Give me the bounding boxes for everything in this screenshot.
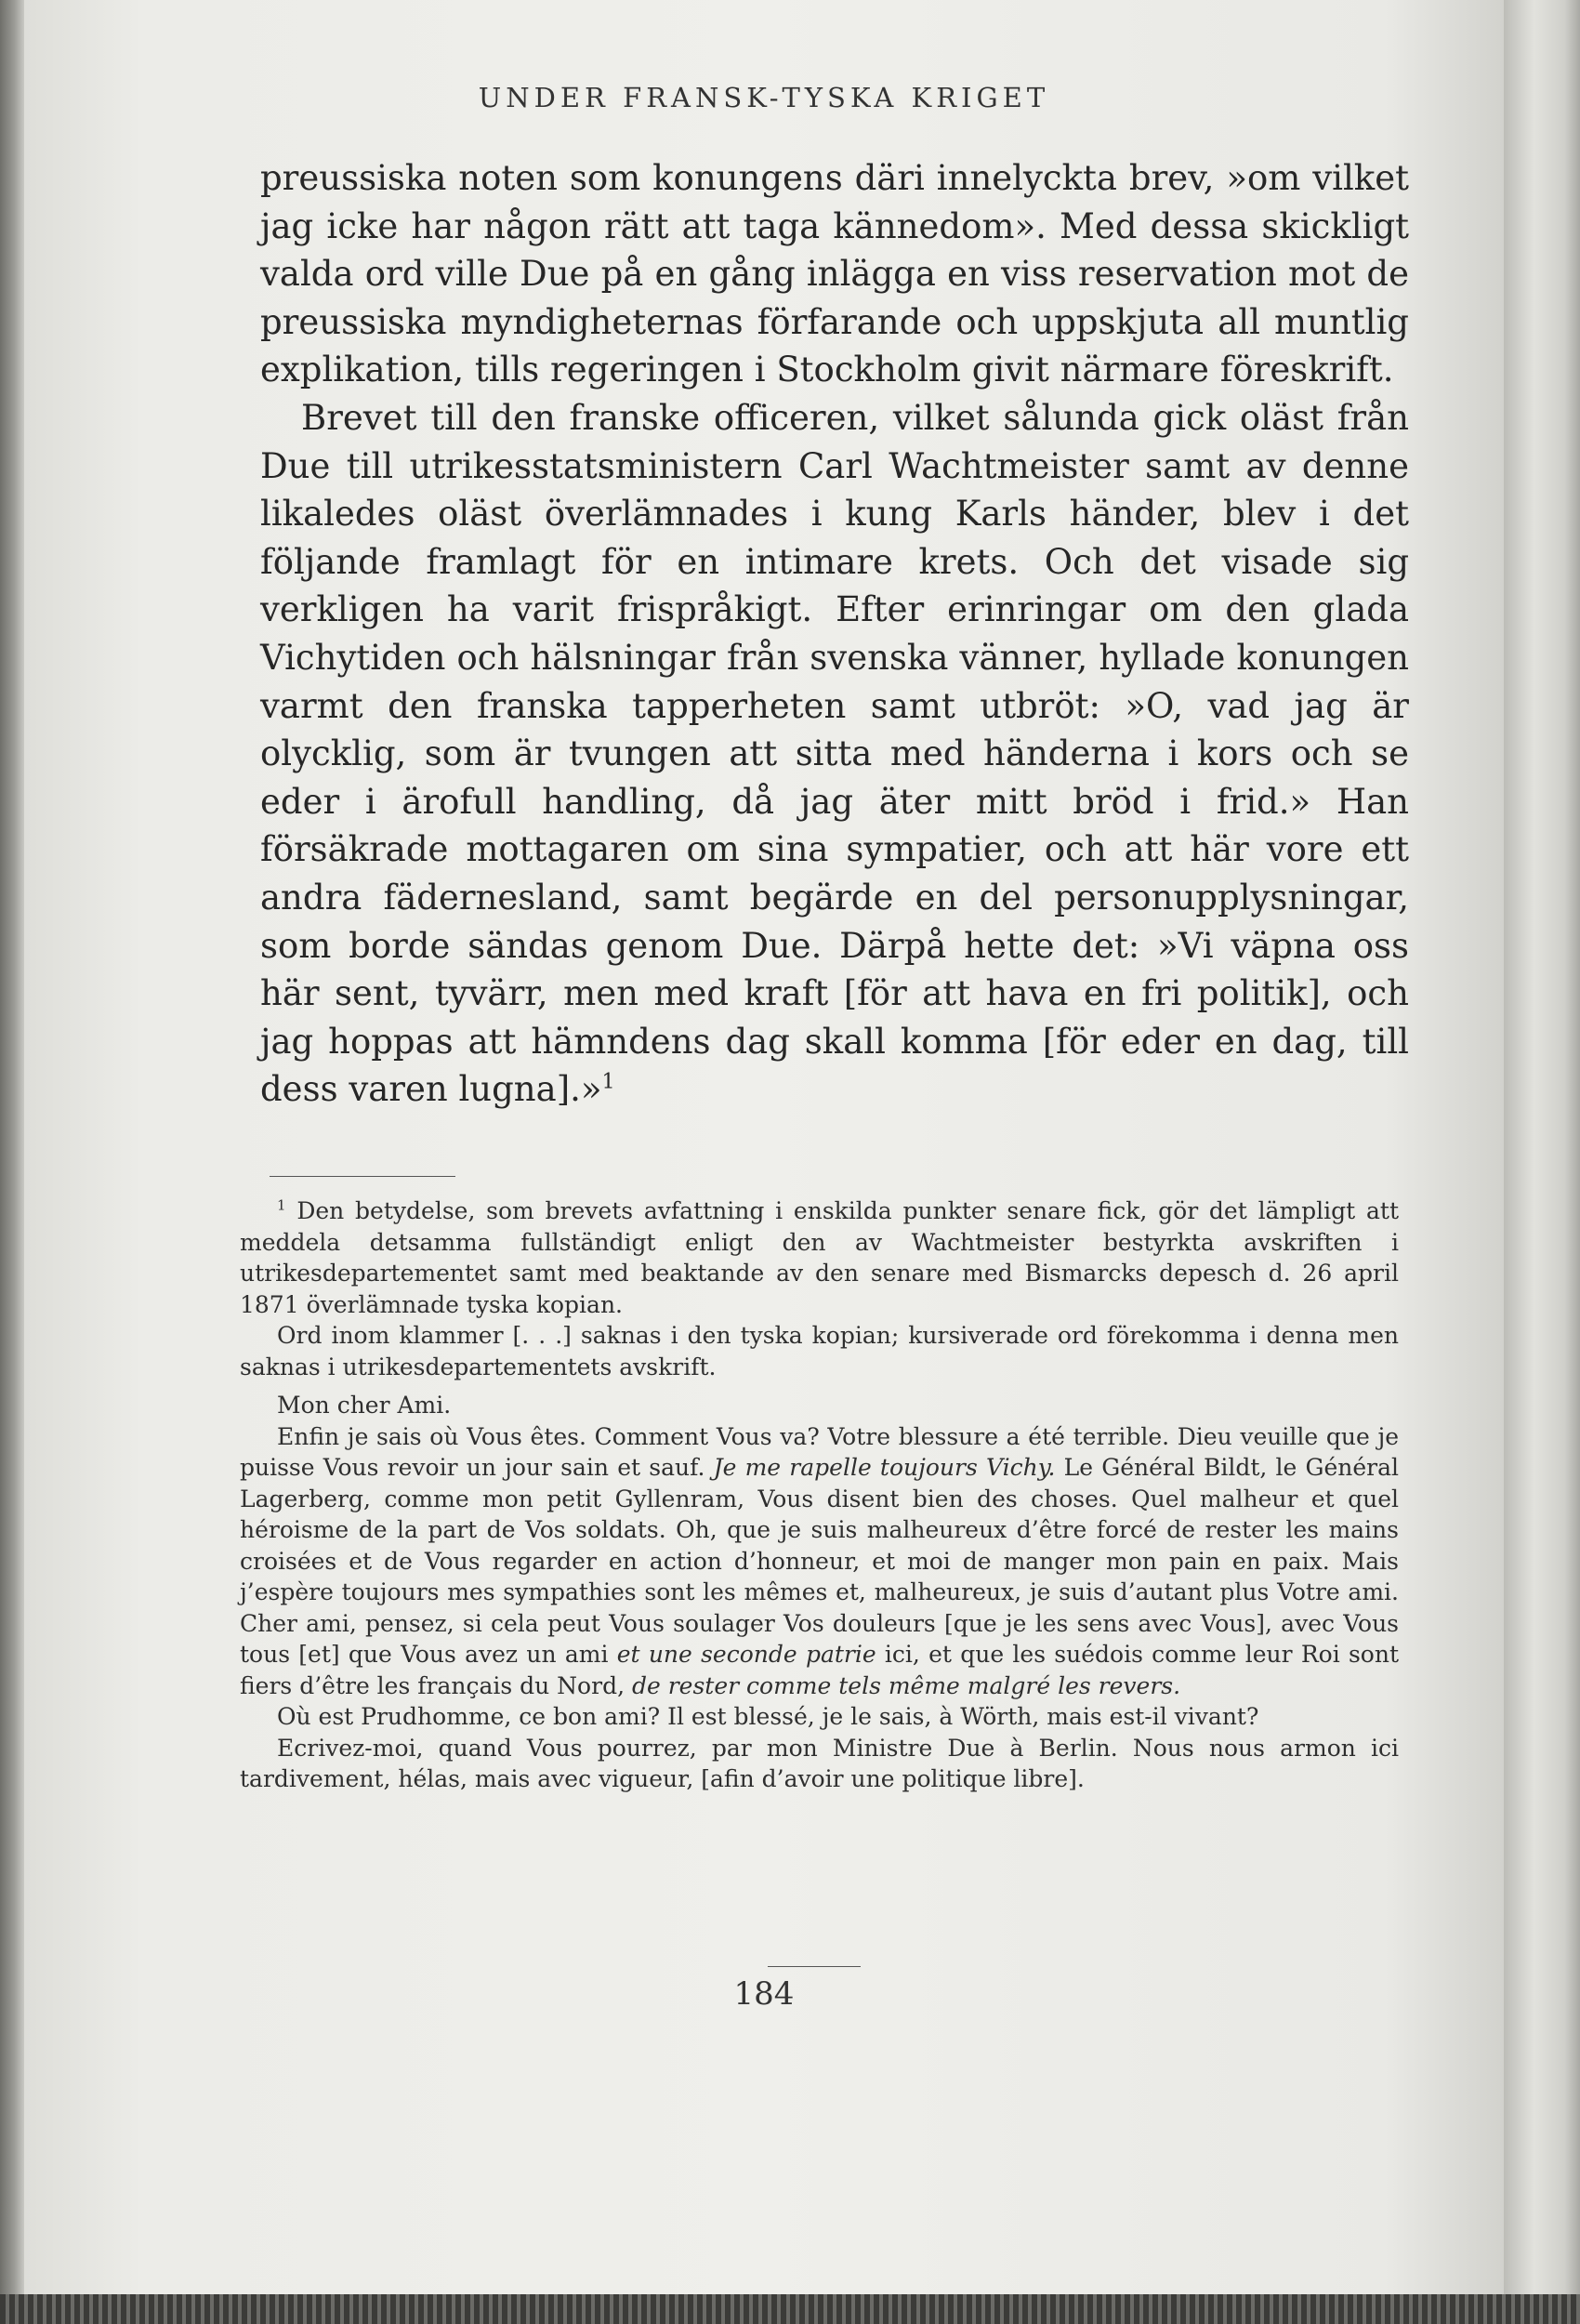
letter-paragraph xyxy=(240,1701,1399,1733)
body-paragraph xyxy=(260,394,1409,1114)
page-number: 184 xyxy=(733,1975,795,2013)
book-gutter-edge xyxy=(0,0,24,2324)
footnote-marker: 1 xyxy=(601,1069,615,1094)
page-number-rule xyxy=(768,1966,861,1967)
letter-italic-text: Je me rapelle toujours Vichy. xyxy=(713,1454,1056,1481)
body-paragraph xyxy=(260,154,1409,394)
book-page xyxy=(24,0,1504,2294)
letter-text: Mon cher Ami. xyxy=(277,1392,452,1419)
letter-text: Ecrivez-moi, quand Vous pourrez, par mon Ministre Due à Berlin. Nous nous armon ici tardivement, hélas, mais avec vigueur, [afin d’avoir une politique libre]. xyxy=(240,1734,1399,1792)
body-text xyxy=(260,154,1409,1114)
letter-italic-text: de rester comme tels même malgré les revers. xyxy=(631,1671,1181,1699)
book-bottom-edge xyxy=(0,2294,1580,2324)
letter-text: Le Général Bildt, le Général Lagerberg, comme mon petit Gyllenram, Vous disent bien des choses. Quel malheur et quel héroisme de la part de Vos soldats. Oh, que je suis malheureux d’être forcé de rester les mains croisées et de Vous regarder en action d’honneur, et moi de manger mon pain en paix. Mais j’espère toujours mes sympathies sont les mêmes et, malheureux, je suis d’autant plus Votre ami. Cher ami, pensez, si cela peut Vous soulager Vos douleurs [que je les sens avec Vous], avec Vous tous [et] que Vous avez un ami xyxy=(240,1454,1400,1668)
running-head: UNDER FRANSK-TYSKA KRIGET xyxy=(478,82,1050,113)
footnote-text: Ord inom klammer [. . .] saknas i den tyska kopian; kursiverade ord förekomma i denna men saknas i utrikesdepartementets avskrift. xyxy=(240,1322,1399,1380)
body-paragraph-text: Brevet till den franske officeren, vilket sålunda gick oläst från Due till utrikesstatsministern Carl Wachtmeister samt av denne likaledes oläst överlämnades i kung Karls händer, blev i det följande framlagt för en intimare krets. Och det visade sig verkligen ha varit frispråkigt. Efter erinringar om den glada Vichytiden och hälsningar från svenska vänner, hyllade konungen varmt den franska tapperheten samt utbröt: »O, vad jag är olycklig, som är tvungen att sitta med händerna i kors och se eder i ärofull handling, då jag äter mitt bröd i frid.» Han försäkrade mottagaren om sina sympatier, och att här vore ett andra fädernesland, samt begärde en del personupplysningar, som borde sändas genom Due. Därpå hette det: »Vi väpna oss här sent, tyvärr, men med kraft [för att hava en fri politik], och jag hoppas att hämndens dag skall komma [för eder en dag, till dess varen lugna].» xyxy=(260,397,1409,1110)
letter-text: Où est Prudhomme, ce bon ami? Il est blessé, je le sais, à Wörth, mais est-il vivant? xyxy=(277,1703,1259,1730)
footnote-number: 1 xyxy=(277,1196,286,1214)
letter-paragraph xyxy=(240,1733,1399,1795)
footnote xyxy=(240,1320,1399,1382)
book-fore-edge xyxy=(1504,0,1580,2294)
letter-italic-text: et une seconde patrie xyxy=(616,1641,876,1668)
body-paragraph-text: preussiska noten som konungens däri innelyckta brev, »om vilket jag icke har någon rätt att taga kännedom». Med dessa skickligt valda ord ville Due på en gång inlägga en viss reservation mot de preussiska myndigheternas förfarande och uppskjuta all muntlig explikation, tills regeringen i Stockholm givit närmare föreskrift. xyxy=(260,158,1409,390)
footnote-separator xyxy=(270,1176,455,1177)
letter-paragraph xyxy=(240,1421,1399,1702)
letter-salutation xyxy=(240,1390,1399,1421)
letter-text: Enfin je sais où Vous êtes. Comment Vous va? Votre blessure a été terrible. Dieu veuille que je puisse Vous revoir un jour sain et sauf. xyxy=(240,1422,1399,1481)
footnote xyxy=(240,1195,1399,1320)
letter-text: ici, et que les suédois comme leur Roi sont fiers d’être les français du Nord, xyxy=(240,1641,1399,1699)
footnote-text: Den betydelse, som brevets avfattning i enskilda punkter senare fick, gör det lämpligt att meddela detsamma fullständigt enligt den av Wachtmeister bestyrkta avskriften i utrikesdepartementet samt med beaktande av den senare med Bismarcks depesch d. 26 april 1871 överlämnade tyska kopian. xyxy=(240,1197,1399,1318)
footnotes xyxy=(240,1195,1399,1795)
